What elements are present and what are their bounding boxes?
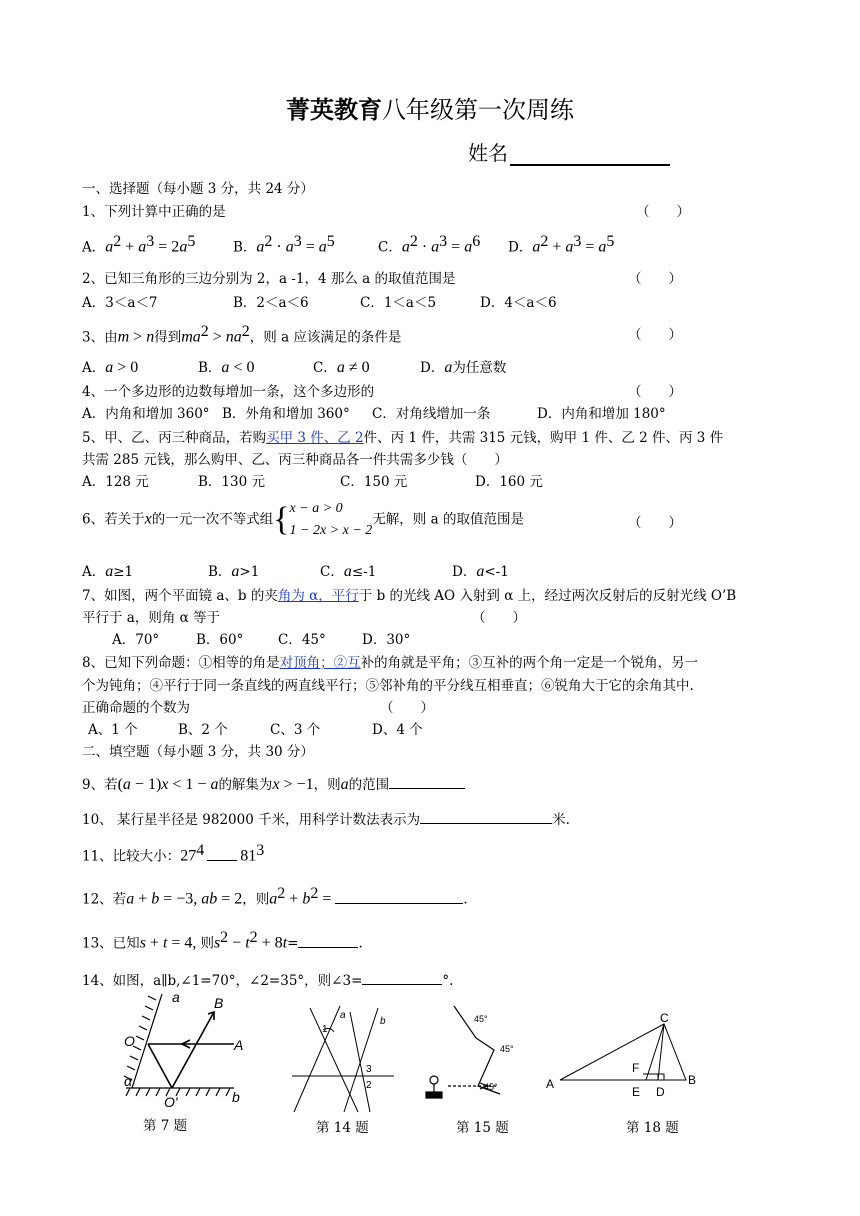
mirror-b-hatching — [126, 1088, 234, 1096]
section-2-heading: 二、填空题（每小题 3 分，共 30 分） — [82, 744, 314, 760]
q7-line2: 平行于 a，则角 α 等于 — [82, 610, 221, 626]
fig18-label-C: C — [660, 1011, 669, 1025]
q13-text: 13、已知s + t = 4, 则$s^2 - t^2 + 8t=$ . — [82, 929, 363, 952]
q3-option-b: B．a < 0 — [198, 359, 255, 376]
figure-18 — [540, 1008, 710, 1104]
caption-fig18: 第 18 题 — [626, 1120, 679, 1136]
q5-option-d: D．160 元 — [475, 474, 543, 490]
q3-answer-paren[interactable]: （ ） — [628, 327, 682, 343]
q1-text: 1、下列计算中正确的是 — [82, 204, 226, 220]
q6-text: 6、若关于x的一元一次不等式组{x − a > 0 1 − 2x > x − 2无解，则 a 的取值范围是 — [82, 501, 524, 538]
q10-answer-blank[interactable] — [420, 823, 552, 824]
q2-option-b: B．2＜a＜6 — [233, 295, 309, 311]
name-blank[interactable] — [510, 144, 670, 166]
q2-text: 2、已知三角形的三边分别为 2，a -1，4 那么 a 的取值范围是 — [82, 271, 456, 287]
q4-option-d: D．内角和增加 180° — [537, 406, 666, 422]
title-bold: 菁英教育 — [286, 95, 382, 124]
q6-ineq-2: 1 − 2x > x − 2 — [289, 523, 373, 538]
q1-option-b: B．$a^2 \cdot a^3 = a^5$ — [233, 233, 335, 256]
caption-fig7: 第 7 题 — [143, 1118, 188, 1134]
caption-fig14: 第 14 题 — [316, 1120, 369, 1136]
light-rays — [148, 1012, 234, 1088]
q6-option-b: B．a>1 — [208, 563, 260, 580]
fig14-label-1: 1 — [322, 1024, 328, 1035]
q2-option-c: C．1＜a＜5 — [360, 295, 437, 311]
q8-option-c: C、3 个 — [270, 722, 321, 738]
q4-option-a: A．内角和增加 360° — [82, 406, 210, 422]
q8-line3: 正确命题的个数为 — [82, 700, 190, 716]
q11-answer-blank[interactable] — [207, 860, 237, 861]
figure-15 — [420, 1004, 520, 1102]
q8-link[interactable]: 对顶角；②互 — [279, 655, 361, 671]
fig7-label-b: b — [232, 1089, 240, 1105]
figure-7 — [104, 988, 254, 1110]
caption-fig15: 第 15 题 — [456, 1120, 509, 1136]
q2-option-d: D．4＜a＜6 — [480, 295, 557, 311]
q14-text: 14、如图，a∥b,∠1=70°，∠2=35°，则∠3= °. — [82, 973, 454, 989]
page-title — [0, 90, 860, 125]
q4-text: 4、一个多边形的边数每增加一条，这个多边形的 — [82, 384, 375, 400]
q9-text: 9、若(a − 1)x < 1 − a的解集为x > −1，则a的范围 — [82, 773, 465, 794]
q7-link[interactable]: 角为 α，平行 — [277, 588, 359, 604]
fig7-label-a: a — [172, 989, 180, 1005]
q6-ineq-1: x − a > 0 — [289, 501, 343, 516]
fig7-label-B: B — [214, 995, 224, 1011]
fig15-angle-2: 45° — [500, 1044, 514, 1054]
fig18-label-B: B — [688, 1073, 697, 1087]
fig7-label-alpha: α — [124, 1073, 132, 1089]
q5-line2: 共需 285 元钱，那么购甲、乙、丙三种商品各一件共需多少钱（ ） — [82, 452, 508, 468]
q4-option-b: B．外角和增加 360° — [222, 406, 350, 422]
q4-option-c: C．对角线增加一条 — [372, 406, 491, 422]
fig18-label-A: A — [546, 1077, 555, 1091]
q8-option-a: A、1 个 — [88, 722, 138, 738]
q8-option-d: D、4 个 — [372, 722, 423, 738]
q5-line1: 5、甲、乙、丙三种商品，若购买甲 3 件、乙 2件、丙 1 件，共需 315 元钱，购甲 1 件、乙 2 件、丙 3 件 — [82, 430, 724, 446]
q8-answer-paren[interactable]: （ ） — [380, 700, 434, 716]
q7-answer-paren[interactable]: （ ） — [472, 610, 526, 626]
q1-answer-paren[interactable]: （ ） — [636, 204, 690, 220]
fig7-label-A: A — [234, 1037, 244, 1053]
q12-text: 12、若a + b = −3, ab = 2，则$a^2 + b^2$ = . — [82, 885, 468, 908]
q8-line1: 8、已知下列命题：①相等的角是对顶角；②互补的角就是平角；③互补的两个角一定是一个锐角，另一 — [82, 655, 699, 671]
q3-option-a: A．a > 0 — [82, 359, 139, 376]
q3-text: 3、由m > n得到$ma^2 > na^2$，则 a 应该满足的条件是 — [82, 323, 402, 346]
q4-answer-paren[interactable]: （ ） — [628, 384, 682, 400]
q9-answer-blank[interactable] — [389, 788, 465, 789]
q6-answer-paren[interactable]: （ ） — [628, 515, 682, 531]
name-label: 姓名 — [468, 141, 508, 165]
q3-option-d: D．a为任意数 — [420, 359, 507, 376]
q7-option-b: B．60° — [196, 632, 244, 648]
fig14-label-2: 2 — [366, 1080, 372, 1091]
fig7-label-O: O — [124, 1033, 135, 1049]
q2-option-a: A．3＜a＜7 — [82, 295, 158, 311]
q3-option-c: C．a ≠ 0 — [313, 359, 370, 376]
q6-option-c: C．a≤-1 — [320, 563, 377, 580]
fig14-label-b: b — [380, 1016, 386, 1027]
title-rest: 八年级第一次周练 — [382, 96, 574, 124]
fig14-label-3: 3 — [366, 1064, 372, 1075]
q2-answer-paren[interactable]: （ ） — [628, 271, 682, 287]
fig7-label-O-prime: O' — [164, 1094, 178, 1110]
fig18-label-E: E — [632, 1085, 641, 1099]
q5-link[interactable]: 买甲 3 件、乙 2 — [266, 430, 364, 446]
q1-option-a: A．$a^2 + a^3 = 2a^5$ — [82, 233, 196, 256]
q7-line1: 7、如图，两个平面镜 a、b 的夹角为 α，平行于 b 的光线 AO 入射到 α 上，经过两次反射后的反射光线 O’B — [82, 588, 737, 604]
q12-answer-blank[interactable] — [335, 903, 463, 904]
q10-text: 10、 某行星半径是 982000 千米，用科学计数法表示为 米. — [82, 812, 570, 828]
fig15-angle-1: 45° — [474, 1014, 488, 1024]
fig14-label-a: a — [340, 1010, 346, 1021]
q6-option-d: D．a<-1 — [452, 563, 509, 580]
q6-option-a: A．a≥1 — [82, 563, 134, 580]
fig18-label-F: F — [632, 1061, 640, 1075]
fig15-angle-3: 45° — [484, 1082, 498, 1092]
section-1-heading: 一、选择题（每小题 3 分，共 24 分） — [82, 181, 314, 197]
q11-text: 11、比较大小：$27^4$ $81^3$ — [82, 842, 265, 865]
q8-option-b: B、2 个 — [178, 722, 228, 738]
q14-answer-blank[interactable] — [362, 984, 442, 985]
fig18-label-D: D — [656, 1085, 665, 1099]
q1-option-c: C．$a^2 \cdot a^3 = a^6$ — [378, 233, 481, 256]
q5-option-a: A．128 元 — [82, 474, 149, 490]
q8-line2: 个为钝角；④平行于同一条直线的两直线平行；⑤邻补角的平分线互相垂直；⑥锐角大于它的余角其中. — [82, 678, 694, 694]
q7-option-c: C．45° — [278, 632, 326, 648]
q7-option-d: D．30° — [362, 632, 411, 648]
q7-option-a: A．70° — [112, 632, 160, 648]
q13-answer-blank[interactable] — [298, 947, 358, 948]
figure-14 — [290, 1004, 395, 1114]
name-field[interactable] — [468, 137, 670, 166]
q5-option-c: C．150 元 — [340, 474, 408, 490]
q1-option-d: D．$a^2 + a^3 = a^5$ — [508, 233, 615, 256]
q5-option-b: B．130 元 — [198, 474, 265, 490]
